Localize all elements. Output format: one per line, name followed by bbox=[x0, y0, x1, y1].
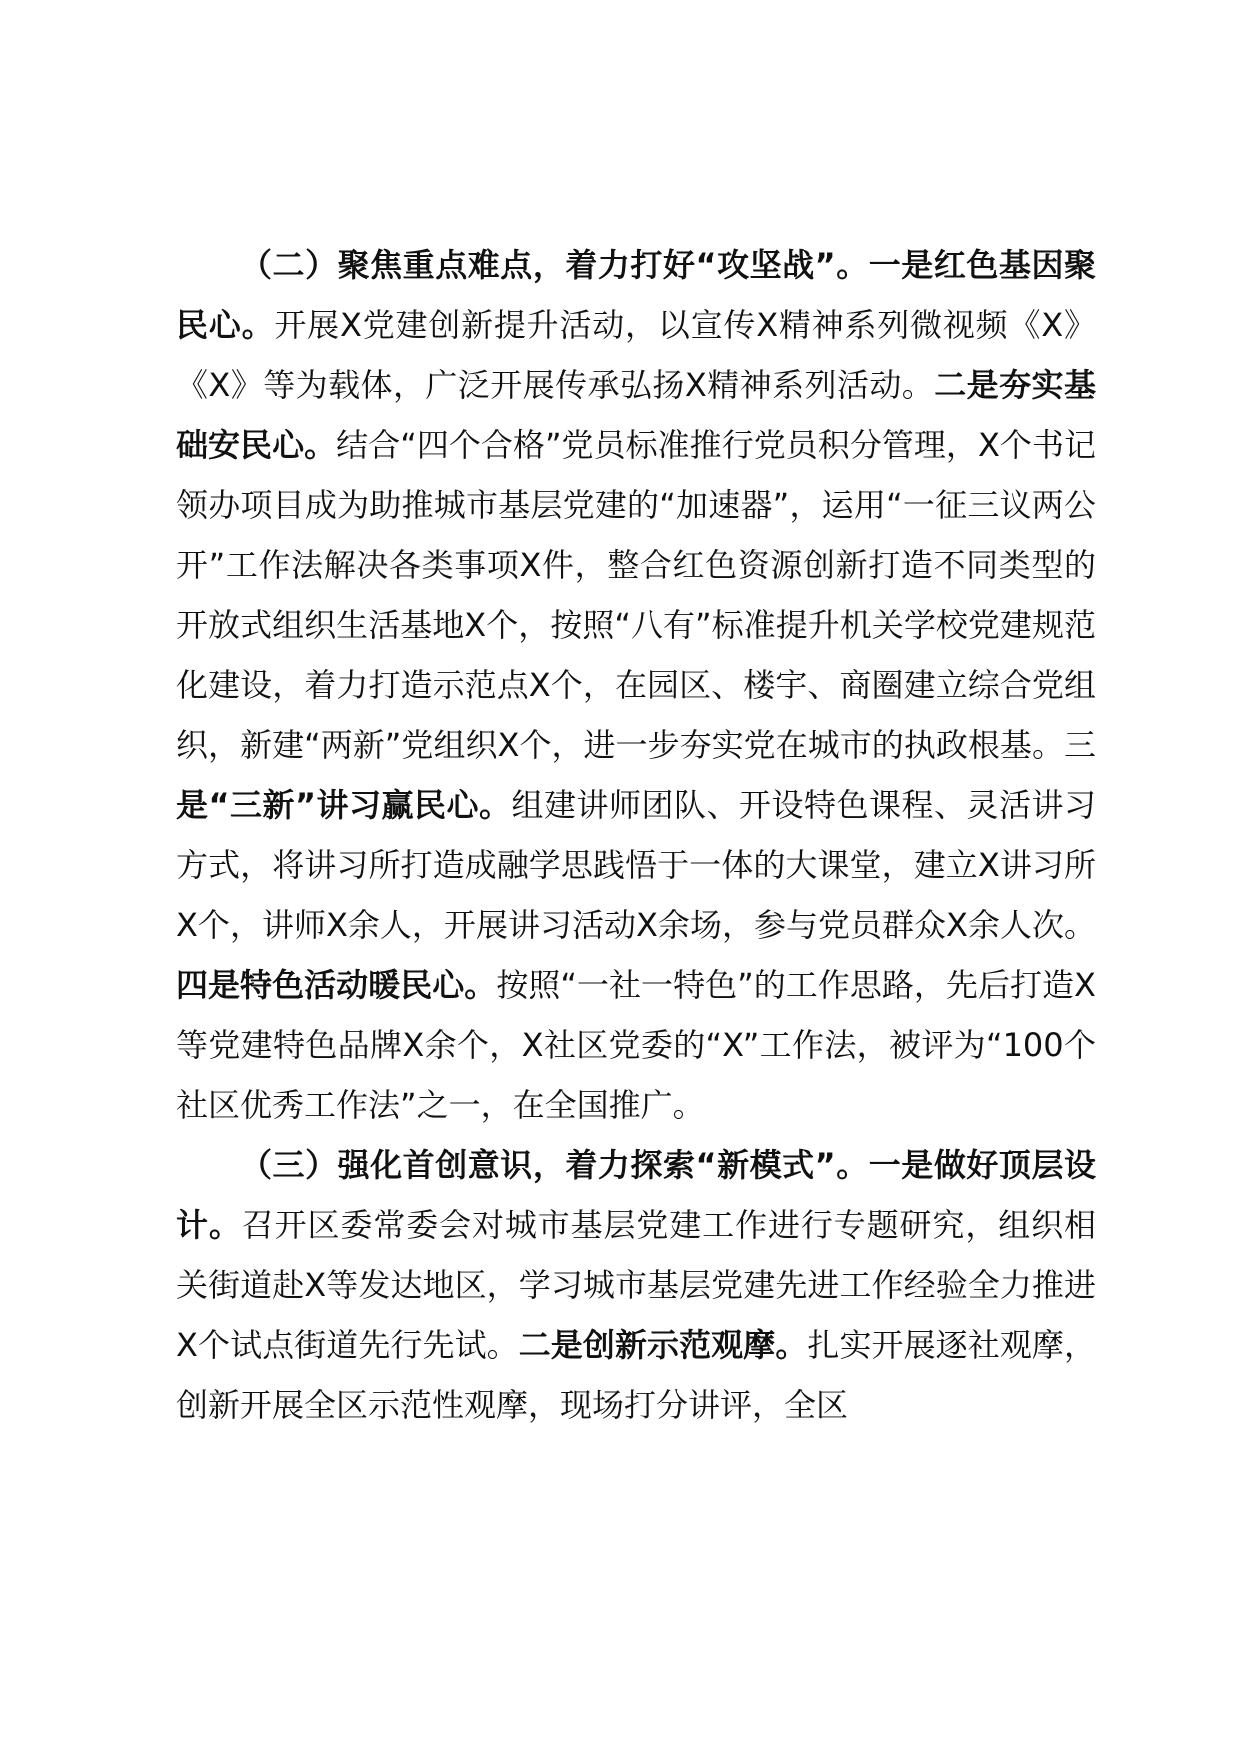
body-text: 扎实开展逐社观摩，创新开展全区示范性观摩，现场打分讲评，全区 bbox=[176, 1326, 1096, 1424]
section-three-heading: （三）强化首创意识，着力探索“新模式”。一是做好顶层设计。 bbox=[176, 1146, 1096, 1244]
paragraph-section-two bbox=[176, 235, 1096, 1135]
body-text: 按照“一社一特色”的工作思路，先后打造X等党建特色品牌X余个，X社区党委的“X”工作法，被评为“100个社区优秀工作法”之一，在全国推广。 bbox=[176, 966, 1096, 1124]
body-text: 结合“四个合格”党员标准推行党员积分管理，X个书记领办项目成为助推城市基层党建的“加速器”，运用“一征三议两公开”工作法解决各类事项X件，整合红色资源创新打造不同类型的开放式组织生活基地X个，按照“八有”标准提升机关学校党建规范化建设，着力打造示范点X个，在园区、楼宇、商圈建立综合党组织，新建“两新”党组织X个，进一步夯实党在城市的执政根基。三 bbox=[176, 426, 1096, 764]
subheading-lecture-hall: 是“三新”讲习赢民心。 bbox=[176, 786, 512, 824]
section-two-heading: （二）聚焦重点难点，着力打好“攻坚战”。一是红色基因聚民心。 bbox=[176, 246, 1096, 344]
subheading-demonstration-observation: 二是创新示范观摩。 bbox=[518, 1326, 808, 1364]
subheading-special-activities: 四是特色活动暖民心。 bbox=[176, 966, 497, 1004]
body-text: 召开区委常委会对城市基层党建工作进行专题研究，组织相关街道赴X等发达地区，学习城市基层党建先进工作经验全力推进X个试点街道先行先试。 bbox=[176, 1206, 1096, 1364]
document-page bbox=[176, 235, 1096, 1435]
subheading-consolidate-foundation: 二是夯实基础安民心。 bbox=[176, 366, 1096, 464]
body-text: 开展X党建创新提升活动，以宣传X精神系列微视频《X》《X》等为载体，广泛开展传承弘扬X精神系列活动。 bbox=[176, 306, 1096, 404]
paragraph-section-three bbox=[176, 1135, 1096, 1435]
body-text: 组建讲师团队、开设特色课程、灵活讲习方式，将讲习所打造成融学思践悟于一体的大课堂，建立X讲习所X个，讲师X余人，开展讲习活动X余场，参与党员群众X余人次。 bbox=[176, 786, 1096, 944]
